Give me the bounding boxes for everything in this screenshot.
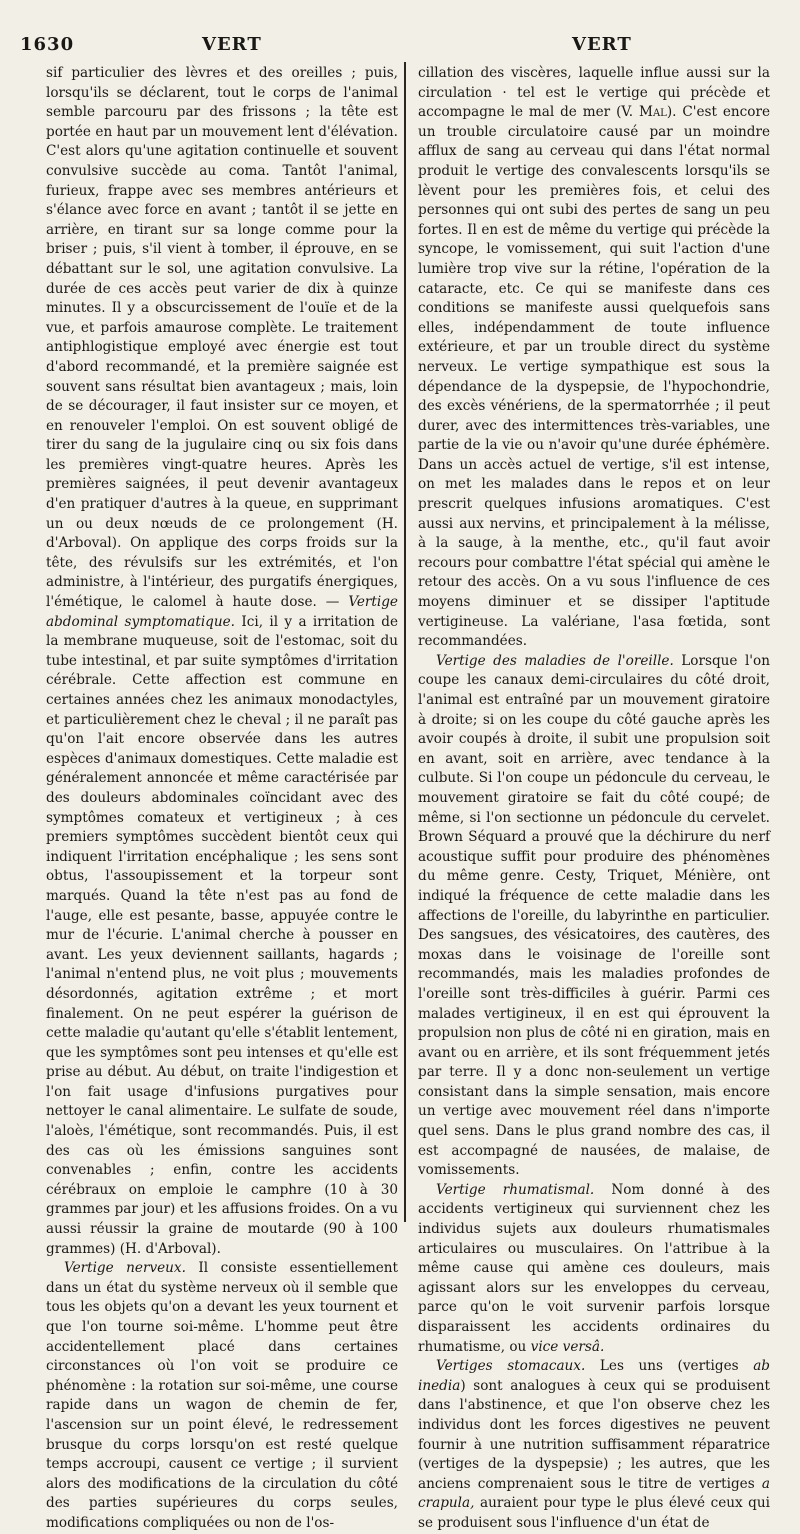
text-run-italic: ab inedia: [418, 1358, 770, 1394]
text-run: Ici, il y a irritation de la membrane muqueuse, soit de l'estomac, soit du tube intestinal, et par suite symptômes d'irritation cérébrale. Cette affection est commune en certaines années chez les animaux monodactyles, et particulièrement chez le cheval ; il ne paraît pas qu'on l'ait encore observée dans les autres espèces d'animaux domestiques. Cette maladie est généralement annoncée et même caractérisée par des douleurs abdominales coïncidant avec des symptômes comateux et vertigineux ; à ces premiers symptômes succèdent bientôt ceux qui indiquent l'irritation encéphalique ; les sens sont obtus, l'assoupissement et la torpeur sont marqués. Quand la tête n'est pas au fond de l'auge, elle est pesante, basse, appuyée contre le mur de l'écurie. L'animal cherche à pousser en avant. Les yeux deviennent saillants, hagards ; l'animal n'entend plus, ne voit plus ; mouvements désordonnés, agitation extrême ; et mort finalement. On ne peut espérer la guérison de cette maladie qu'autant qu'elle s'établit lentement, que les symptômes sont peu intenses et qu'elle est prise au début. Au début, on traite l'indigestion et l'on fait usage d'infusions purgatives pour nettoyer le canal alimentaire. Le sulfate de soude, l'aloès, l'émétique, sont recommandés. Puis, il est des cas où les émissions sanguines sont convenables ; enfin, contre les accidents cérébraux on emploie le camphre (10 à 30 grammes par jour) et les affusions froides. On a vu aussi réussir la graine de moutarde (90 à 100 grammes) (H. d'Arboval).: [46, 613, 399, 1257]
right-column: [418, 64, 770, 1534]
running-head-right: VERT: [572, 34, 632, 55]
text-run: sif particulier des lèvres et des oreilles ; puis, lorsqu'ils se déclarent, tout le corps de l'animal semble parcouru par des frissons ; la tête est portée en haut par un mouvement lent d'élévation. C'est alors qu'une agitation continuelle et souvent convulsive succède au coma. Tantôt l'animal, furieux, frappe avec ses membres antérieurs et s'élance avec force en avant ; tantôt il se jette en arrière, en tirant sur sa longe comme pour la briser ; puis, s'il vient à tomber, il éprouve, en se débattant sur le sol, une agitation convulsive. La durée de ces accès peut varier de dix à quinze minutes. Il y a obscurcissement de l'ouïe et de la vue, et parfois amaurose complète. Le traitement antiphlogistique employé avec énergie est tout d'abord recommandé, et la première saignée est souvent sans résultat bien avantageux ; mais, loin de se décourager, il faut insister sur ce moyen, et en renouveler l'emploi. On est souvent obligé de tirer du sang de la jugulaire cinq ou six fois dans les premières vingt-quatre heures. Après les premières saignées, il peut devenir avantageux d'en pratiquer d'autres à la queue, en supprimant un ou deux nœuds de ce prolongement (H. d'Arboval). On applique des corps froids sur la tête, des révulsifs sur les extrémités, et l'on administre, à l'intérieur, des purgatifs énergiques, l'émétique, le calomel à haute dose. —: [46, 65, 398, 611]
text-run: auraient pour type le plus élevé ceux qui se produisent sous l'influence d'un état de: [418, 1495, 770, 1531]
paragraph: [418, 652, 770, 1181]
text-run-italic: a crapula,: [418, 1475, 770, 1512]
paragraph: [46, 64, 398, 1259]
text-run: ) sont analogues à ceux qui se produisent dans l'abstinence, et que l'on observe chez les individus dont les forces digestives ne peuvent fournir à une nutrition suffisamment réparatrice (vertiges de la dyspepsie) ; les autres, que les anciens comprenaient sous le titre de vertiges: [418, 1377, 770, 1492]
running-head-left: VERT: [202, 34, 262, 55]
text-run: Nom donné à des accidents vertigineux qui surviennent chez les individus sujets aux douleurs rhumatismales articulaires ou musculaires. On l'attribue à la même cause qui amène ces douleurs, mais agissant alors sur les enveloppes du cerveau, parce qu'on le voit survenir parfois lorsque disparaissent les accidents ordinaires du rhumatisme, ou: [418, 1181, 770, 1355]
page-number: 1630: [20, 34, 75, 55]
left-column: [46, 64, 398, 1534]
text-run: cillation des viscères, laquelle influe aussi sur la circulation · tel est le vertige qui précède et accompagne le mal de mer (V.: [418, 65, 770, 121]
text-run: ). C'est encore un trouble circulatoire causé par un moindre afflux de sang au cerveau qui dans l'état normal produit le vertige des convalescents lorsqu'ils se lèvent pour les premières fois, et celui des personnes qui ont subi des pertes de sang un peu fortes. Il en est de même du vertige qui précède la syncope, le vomissement, qui suit l'action d'une lumière trop vive sur la rétine, l'opération de la cataracte, etc. Ce qui se manifeste dans ces conditions se manifeste aussi quelquefois sans elles, indépendamment de toute influence extérieure, et par un trouble direct du système nerveux. Le vertige sympathique est sous la dépendance de la dyspepsie, de l'hypochondrie, des excès vénériens, de la spermatorrhée ; il peut durer, avec des intermittences très-variables, une partie de la vie ou n'avoir qu'une durée éphémère. Dans un accès actuel de vertige, s'il est intense, on met les malades dans le repos et on leur prescrit quelques infusions aromatiques. C'est aussi aux nervins, et principalement à la mélisse, à la sauge, à la menthe, etc., qu'il faut avoir recours pour combattre l'état spécial qui amène le retour des accès. On a vu sous l'influence de ces moyens diminuer et se dissiper l'aptitude vertigineuse. La valériane, l'asa fœtida, sont recommandées.: [418, 104, 770, 650]
section-heading-oreille: Vertige des maladies de l'oreille.: [436, 652, 674, 669]
paragraph: [418, 1181, 770, 1357]
column-divider: [404, 62, 406, 1222]
paragraph: [46, 1259, 398, 1533]
page-header: [0, 0, 800, 56]
section-heading-stomacaux: Vertiges stomacaux.: [436, 1358, 586, 1375]
text-run-italic: vice versâ.: [530, 1338, 605, 1355]
cross-reference: Mal: [639, 104, 667, 121]
paragraph: [418, 64, 770, 652]
section-heading-nerveux: Vertige nerveux.: [64, 1260, 186, 1277]
paragraph: [418, 1357, 770, 1533]
section-heading-abdominal: Vertige abdominal symptomatique.: [46, 594, 398, 630]
section-heading-rhumatismal: Vertige rhumatismal.: [436, 1181, 595, 1198]
text-run: Lorsque l'on coupe les canaux demi-circulaires du côté droit, l'animal est entraîné par un mouvement giratoire à droite; si on les coupe du côté gauche après les avoir coupés à droite, il subit une propulsion soit en avant, soit en arrière, avec tendance à la culbute. Si l'on coupe un pédoncule du cerveau, le mouvement giratoire se fait du côté coupé; de même, si l'on sectionne un pédoncule du cervelet. Brown Séquard a prouvé que la déchirure du nerf acoustique suffit pour produire des phénomènes du même genre. Cesty, Triquet, Ménière, ont indiqué la fréquence de cette maladie dans les affections de l'oreille, du labyrinthe en particulier. Des sangsues, des vésicatoires, des cautères, des moxas dans le voisinage de l'oreille sont recommandés, mais les maladies profondes de l'oreille sont très-difficiles à guérir. Parmi ces malades vertigineux, il en est qui éprouvent la propulsion non plus de côté ni en giration, mais en avant ou en arrière, et ils sont fréquemment jetés par terre. Il y a donc non-seulement un vertige consistant dans la simple sensation, mais encore un vertige avec mouvement réel dans n'importe quel sens. Dans le plus grand nombre des cas, il est accompagné de nausées, de malaise, de vomissements.: [418, 652, 770, 1179]
text-run: Il consiste essentiellement dans un état du système nerveux où il semble que tous les objets qu'on a devant les yeux tournent et que l'on tourne soi-même. L'homme peut être accidentellement placé dans certaines circonstances où l'on voit se produire ce phénomène : la rotation sur soi-même, une course rapide dans un wagon de chemin de fer, l'ascension sur un point élevé, le redressement brusque du corps lorsqu'on est resté quelque temps accroupi, causent ce vertige ; il survient alors des modifications de la circulation du côté des parties supérieures du corps seules, modifications compliquées ou non de l'os-: [46, 1260, 398, 1531]
text-run: Les uns (vertiges: [599, 1358, 739, 1375]
